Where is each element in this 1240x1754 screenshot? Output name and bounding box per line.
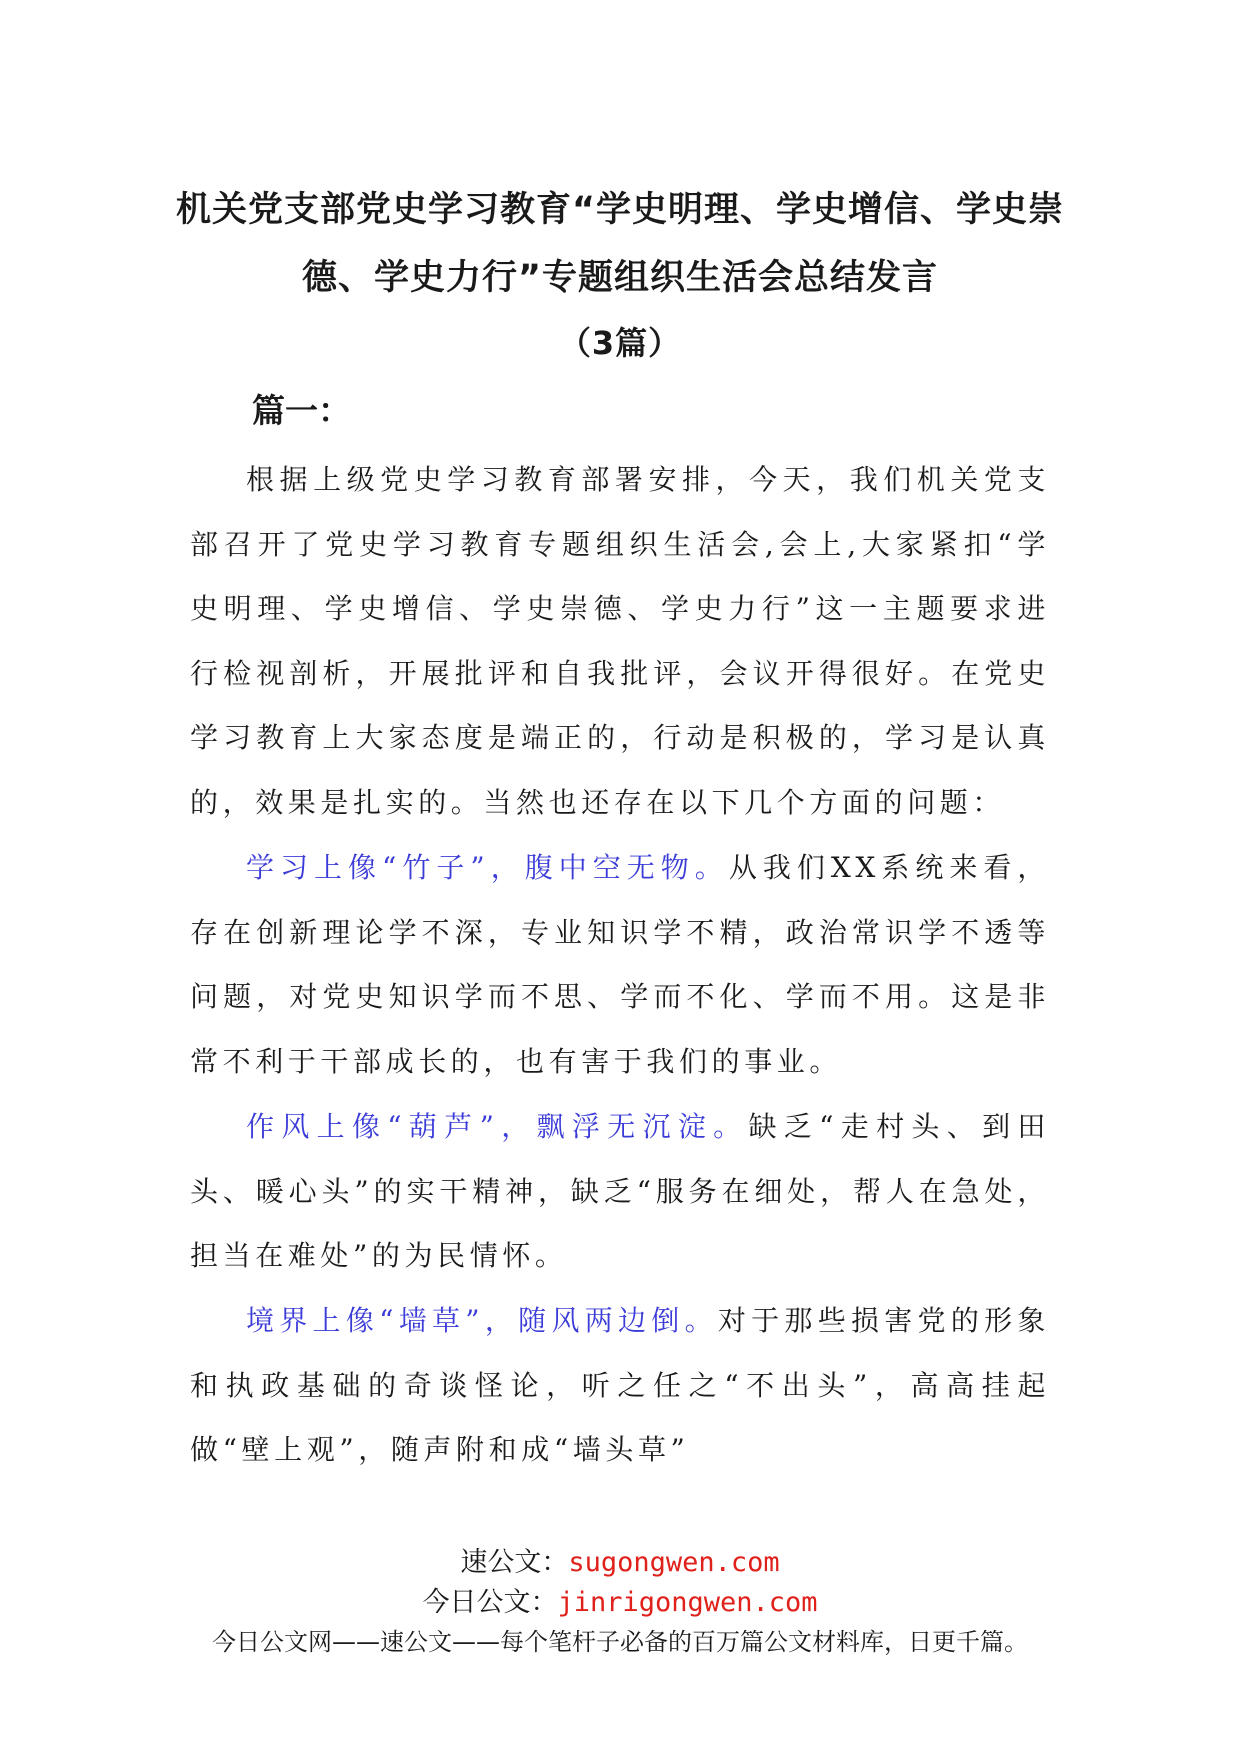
document-title-line-2: 德、学史力行”专题组织生活会总结发言	[301, 258, 938, 298]
document-title-line-1: 机关党支部党史学习教育“学史明理、学史增信、学史崇	[175, 190, 1064, 230]
paragraph-text: 从我们XX系统来看，存在创新理论学不深，专业知识学不精，政治常识学不透等问题，对党史知识学而不思、学而不化、学而不用。这是非常不利于干部成长的，也有害于我们的事业。	[190, 851, 1050, 1078]
footer-slogan: 今日公文网——速公文——每个笔杆子必备的百万篇公文材料库，日更千篇。	[212, 1628, 1028, 1656]
paragraph-intro	[190, 448, 1050, 835]
footer-link-jinrigongwen[interactable]: jinrigongwen.com	[557, 1587, 818, 1618]
document-title-count: （3篇）	[558, 324, 682, 362]
footer-line-jinrigongwen	[0, 1580, 1240, 1619]
section-heading: 篇一：	[252, 391, 351, 430]
paragraph-highlight: 学习上像“竹子”，腹中空无物。	[246, 851, 729, 884]
paragraph-style	[190, 1095, 1050, 1289]
footer-link-sugongwen[interactable]: sugongwen.com	[568, 1547, 780, 1578]
paragraph-text: 根据上级党史学习教育部署安排，今天，我们机关党支部召开了党史学习教育专题组织生活会,会上,大家紧扣“学史明理、学史增信、学史崇德、学史力行”这一主题要求进行检视剖析，开展批评和自我批评，会议开得很好。在党史学习教育上大家态度是端正的，行动是积极的，学习是认真的，效果是扎实的。当然也还存在以下几个方面的问题：	[190, 463, 1050, 819]
footer-line-sugongwen	[0, 1540, 1240, 1579]
footer-label: 今日公文：	[422, 1587, 558, 1618]
paragraph-highlight: 作风上像“葫芦”，飘浮无沉淀。	[246, 1110, 749, 1143]
footer-label: 速公文：	[460, 1547, 569, 1578]
paragraph-highlight: 境界上像“墙草”，随风两边倒。	[246, 1304, 718, 1337]
paragraph-study	[190, 836, 1050, 1094]
paragraph-text: 对于那些损害党的形象和执政基础的奇谈怪论，听之任之“不出头”，高高挂起做“壁上观”，随声附和成“墙头草”	[190, 1304, 1050, 1466]
paragraph-text: 缺乏“走村头、到田头、暖心头”的实干精神，缺乏“服务在细处，帮人在急处，担当在难处”的为民情怀。	[190, 1110, 1050, 1272]
paragraph-realm	[190, 1289, 1050, 1483]
